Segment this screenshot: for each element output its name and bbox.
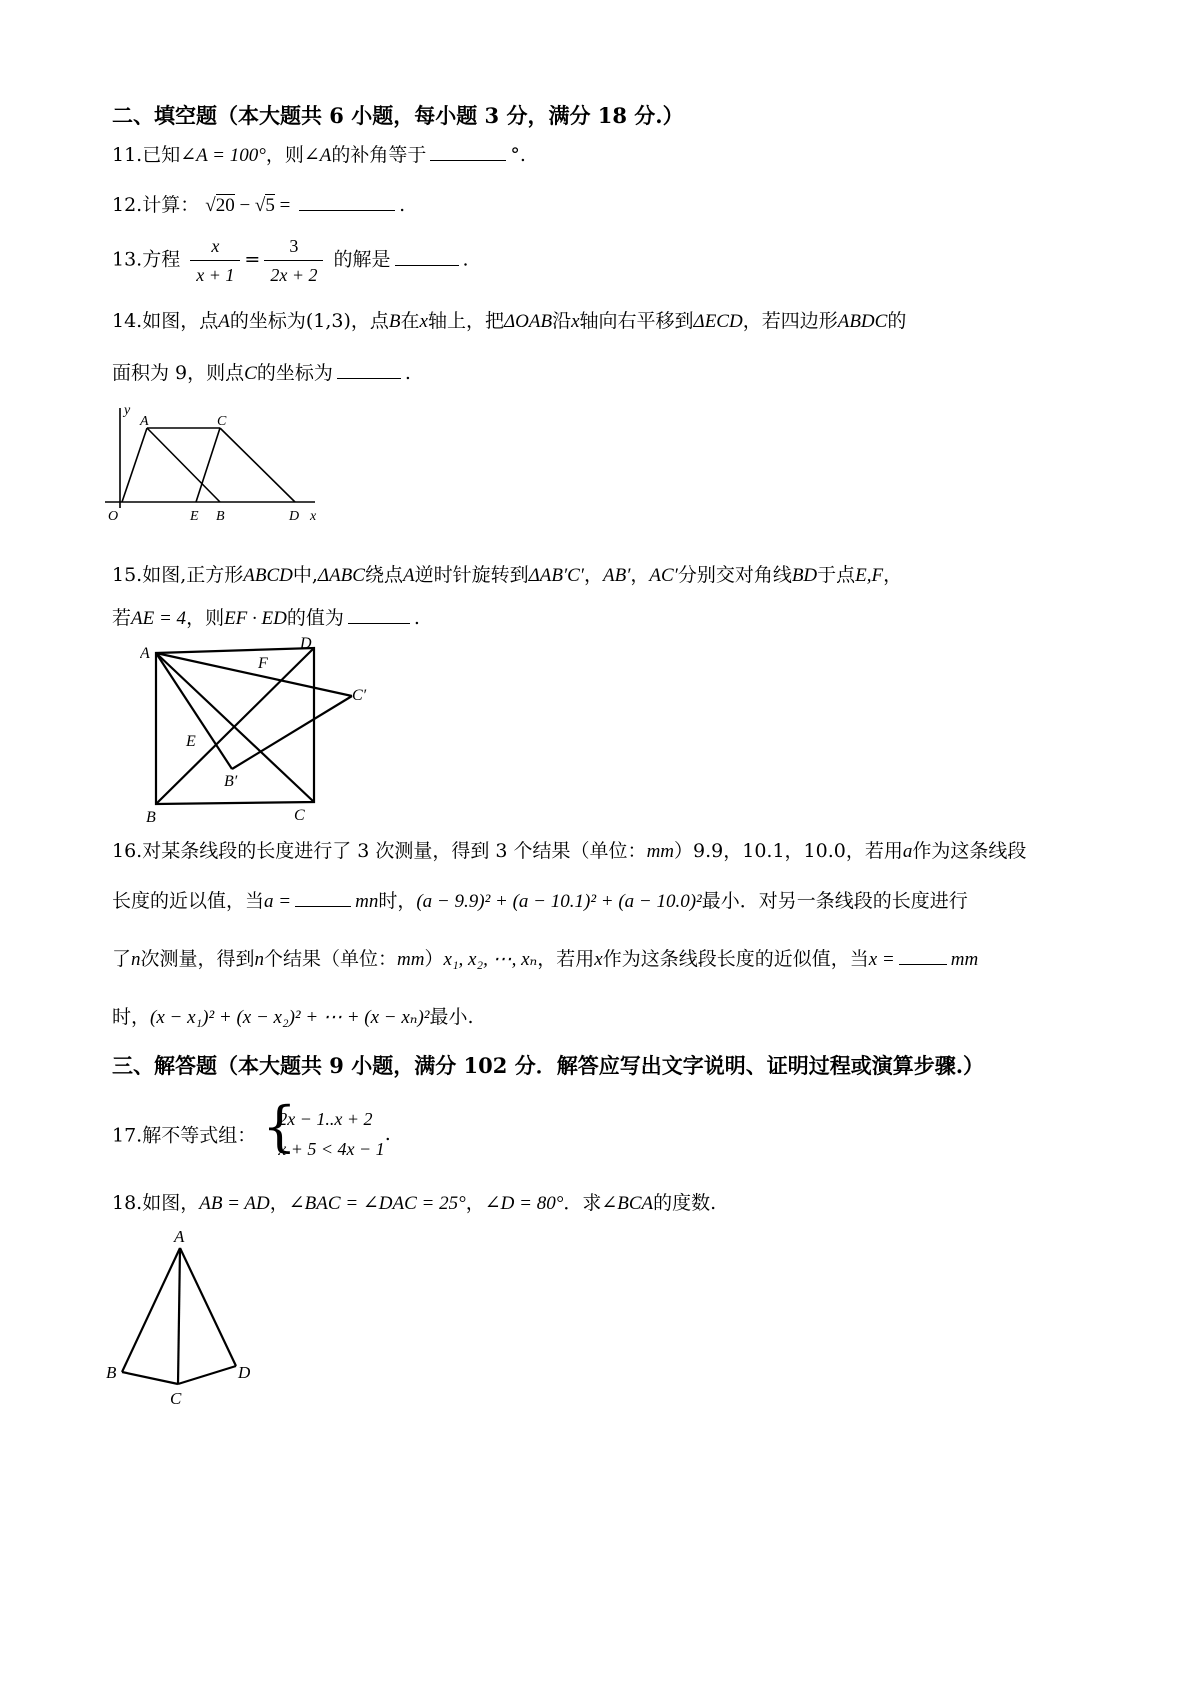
- q18-target-angle: ∠BCA: [601, 1193, 654, 1214]
- q15-ae: AE = 4: [131, 608, 187, 629]
- q14-x-axis: x: [571, 311, 580, 332]
- label-a: A: [140, 414, 149, 429]
- q14-text: 轴向右平移到: [579, 310, 694, 332]
- q12-radicand-1: 20: [215, 195, 235, 216]
- segment-ac: [178, 1248, 180, 1384]
- q16-var-a: a =: [264, 891, 292, 912]
- q15-segment-ac1: AC′: [649, 565, 678, 586]
- q16-var-x: x: [594, 949, 603, 970]
- q12-expr: [205, 194, 295, 216]
- section-2-heading: 二、填空题（本大题共 6 小题，每小题 3 分，满分 18 分.）: [112, 103, 684, 128]
- q16-var-x: x =: [868, 949, 895, 970]
- q14-text: 沿: [552, 310, 572, 332]
- q16-text: 16.对某条线段的长度进行了 3 次测量，得到 3 个结果（单位：: [112, 840, 647, 862]
- q14-suffix: .: [404, 362, 411, 384]
- q15-answer-blank: [348, 622, 410, 624]
- section-3-heading: 三、解答题（本大题共 9 小题，满分 102 分．解答应写出文字说明、证明过程或演算步骤.）: [112, 1053, 984, 1078]
- question-14-line-1: [112, 306, 906, 333]
- label-y: y: [124, 403, 131, 418]
- q14-text: 的坐标为: [256, 362, 333, 384]
- q18-figure: [100, 1226, 270, 1416]
- q14-triangle-ecd: ΔECD: [693, 311, 743, 332]
- q11-answer-blank: [430, 159, 506, 161]
- q16-var-n: n: [254, 949, 265, 970]
- q11-angle: ∠A: [303, 145, 332, 166]
- q12-equals: =: [279, 195, 291, 216]
- q15-expression: EF · ED: [224, 608, 287, 629]
- label-d: D: [289, 509, 300, 524]
- q11-suffix: °.: [510, 144, 526, 166]
- q14-point-c: C: [244, 363, 257, 384]
- label-c-prime: C′: [352, 687, 367, 704]
- segment-ad: [180, 1248, 236, 1366]
- label-e: E: [186, 733, 196, 750]
- q14-text: ，点: [350, 310, 389, 332]
- q14-coordinate: (1,3): [305, 310, 351, 332]
- label-f: F: [258, 655, 268, 672]
- q13-denominator-2: 2x + 2: [270, 265, 318, 285]
- q12-answer-blank: [299, 209, 395, 211]
- label-o: O: [108, 509, 119, 524]
- question-13: [112, 232, 469, 289]
- q14-text: 的: [887, 310, 907, 332]
- q16-values: x₁, x₂, ⋯, xₙ: [443, 949, 538, 970]
- q16-expression-2: (x − x₁)² + (x − x₂)² + ⋯ + (x − xₙ)²: [150, 1007, 430, 1028]
- q14-triangle-oab: ΔOAB: [503, 311, 553, 332]
- label-c: C: [294, 807, 305, 824]
- q14-text: 的坐标为: [229, 310, 306, 332]
- q12-prefix: 12.计算：: [112, 194, 200, 216]
- q11-tail: 的补角等于: [331, 144, 427, 166]
- question-16-line-4: [112, 1002, 474, 1029]
- q15-segment-ab1: AB′: [602, 565, 631, 586]
- label-c: C: [217, 414, 227, 429]
- q15-diagonal-bd: BD: [791, 565, 818, 586]
- q18-text: ，: [269, 1192, 289, 1214]
- q13-equals: =: [244, 248, 261, 271]
- question-14-line-2: [112, 358, 411, 385]
- q16-text: ）: [424, 948, 444, 970]
- label-b: B: [106, 1363, 117, 1382]
- q15-square: ABCD: [243, 565, 293, 586]
- q15-text: ，: [883, 564, 903, 586]
- q16-text: 了: [112, 948, 132, 970]
- segment-oa: [122, 428, 147, 502]
- q15-triangle-rotated: ΔAB′C′: [528, 565, 584, 586]
- q16-text: 最小.: [429, 1006, 474, 1028]
- q16-text: ）9.9，10.1，10.0，若用: [674, 840, 903, 862]
- question-16-line-1: [112, 836, 1026, 863]
- segment-ac1: [156, 653, 352, 696]
- q12-radicand-2: 5: [265, 195, 275, 216]
- segment-bc: [122, 1372, 178, 1384]
- q12-suffix: .: [399, 194, 406, 216]
- q14-text: 轴上，把: [427, 310, 504, 332]
- q16-unit: mm: [646, 841, 675, 862]
- label-a: A: [140, 645, 150, 662]
- q11-expr: ∠A = 100°: [180, 145, 266, 166]
- sqrt-symbol: √: [254, 195, 266, 216]
- q18-condition-2: ∠BAC = ∠DAC = 25°: [288, 1193, 466, 1214]
- q14-figure: [100, 398, 340, 528]
- q13-answer-blank: [395, 264, 459, 266]
- q15-points-ef: E,F: [855, 565, 884, 586]
- label-d: D: [238, 1363, 251, 1382]
- q16-answer-blank-2: [899, 963, 947, 965]
- q17-suffix: .: [384, 1123, 391, 1145]
- question-18: [112, 1188, 716, 1215]
- label-b: B: [216, 509, 225, 524]
- label-d: D: [300, 636, 312, 652]
- q18-condition-1: AB = AD: [199, 1193, 270, 1214]
- q18-text: 18.如图，: [112, 1192, 200, 1214]
- q14-answer-blank: [337, 377, 401, 379]
- segment-ab1: [156, 653, 232, 769]
- q14-text: 面积为 9，则点: [112, 362, 245, 384]
- q16-answer-blank-1: [295, 905, 351, 907]
- q15-text: 逆时针旋转到: [414, 564, 529, 586]
- q15-text: 中,: [292, 564, 318, 586]
- q15-suffix: .: [413, 607, 420, 629]
- q16-text: 时，: [378, 890, 417, 912]
- q14-point-a: A: [218, 311, 230, 332]
- segment-ab: [147, 428, 220, 502]
- q14-text: 在: [400, 310, 420, 332]
- q18-text: ．求: [563, 1192, 602, 1214]
- q14-text: 14.如图，点: [112, 310, 219, 332]
- q16-text: 作为这条线段: [912, 840, 1027, 862]
- q16-var-a: a: [902, 841, 913, 862]
- q13-tail: 的解是: [333, 248, 391, 271]
- q15-text: 15.如图,正方形: [112, 564, 244, 586]
- label-b: B: [146, 809, 156, 826]
- question-11: [112, 140, 526, 167]
- q16-unit: mn: [355, 891, 379, 912]
- q13-prefix: 13.方程: [112, 248, 181, 271]
- segment-cd: [220, 428, 295, 502]
- q14-text: ，若四边形: [742, 310, 838, 332]
- q15-text: ，: [630, 564, 650, 586]
- q16-text: ，若用: [537, 948, 595, 970]
- q18-condition-3: ∠D = 80°: [484, 1193, 564, 1214]
- q13-suffix: .: [462, 248, 469, 271]
- question-16-line-3: [112, 944, 978, 971]
- q14-quadrilateral: ABDC: [837, 311, 888, 332]
- q13-numerator-1: x: [190, 232, 240, 261]
- q18-text: 的度数.: [653, 1192, 717, 1214]
- q14-point-b: B: [388, 311, 401, 332]
- q14-x-axis: x: [419, 311, 428, 332]
- q17-inequality-1: 2x − 1..x + 2: [278, 1109, 373, 1129]
- q13-fraction-right: [264, 232, 323, 289]
- segment-b1c1: [232, 696, 352, 769]
- q15-text: 于点: [817, 564, 856, 586]
- q16-text: 作为这条线段长度的近似值，当: [602, 948, 869, 970]
- q16-expression-1: (a − 9.9)² + (a − 10.1)² + (a − 10.0)²: [416, 891, 702, 912]
- q17-inequality-2: x + 5 < 4x − 1: [278, 1139, 385, 1159]
- question-12: [112, 190, 405, 217]
- segment-ab: [122, 1248, 180, 1372]
- q16-unit: mm: [397, 949, 425, 970]
- q13-numerator-2: 3: [264, 232, 323, 261]
- label-e: E: [190, 509, 199, 524]
- q13-fraction-left: [190, 232, 240, 289]
- question-15-line-1: [112, 560, 902, 587]
- segment-cd: [178, 1366, 236, 1384]
- question-15-line-2: [112, 603, 420, 630]
- q16-text: 次测量，得到: [140, 948, 255, 970]
- question-17: [112, 1095, 391, 1164]
- label-x: x: [310, 509, 317, 524]
- label-a: A: [174, 1227, 185, 1246]
- label-c: C: [170, 1389, 182, 1408]
- q18-text: ，: [465, 1192, 485, 1214]
- q16-unit: mm: [950, 949, 979, 970]
- q12-minus: −: [239, 195, 251, 216]
- q15-text: ，则: [186, 607, 225, 629]
- q15-text: 绕点: [364, 564, 403, 586]
- question-16-line-2: [112, 886, 968, 913]
- q16-text: 时，: [112, 1006, 151, 1028]
- q16-text: 个结果（单位：: [264, 948, 398, 970]
- q16-text: 最小．对另一条线段的长度进行: [701, 890, 968, 912]
- q17-system: [262, 1095, 385, 1164]
- q15-figure: [140, 636, 420, 836]
- q11-mid: ，则: [265, 144, 304, 166]
- q11-prefix: 11.已知: [112, 144, 181, 166]
- label-b-prime: B′: [224, 773, 238, 790]
- q16-var-n: n: [131, 949, 141, 970]
- q17-prefix: 17.解不等式组：: [112, 1124, 257, 1147]
- q15-point-a: A: [402, 565, 415, 586]
- q15-triangle-abc: ΔABC: [317, 565, 365, 586]
- q15-text: 的值为: [286, 607, 344, 629]
- q15-text: ，: [583, 564, 603, 586]
- q15-text: 分别交对角线: [677, 564, 792, 586]
- brace-icon: {: [262, 1095, 297, 1158]
- q16-text: 长度的近以值，当: [112, 890, 265, 912]
- sqrt-symbol: √: [205, 195, 216, 216]
- q15-text: 若: [112, 607, 132, 629]
- q13-denominator-1: x + 1: [196, 265, 235, 285]
